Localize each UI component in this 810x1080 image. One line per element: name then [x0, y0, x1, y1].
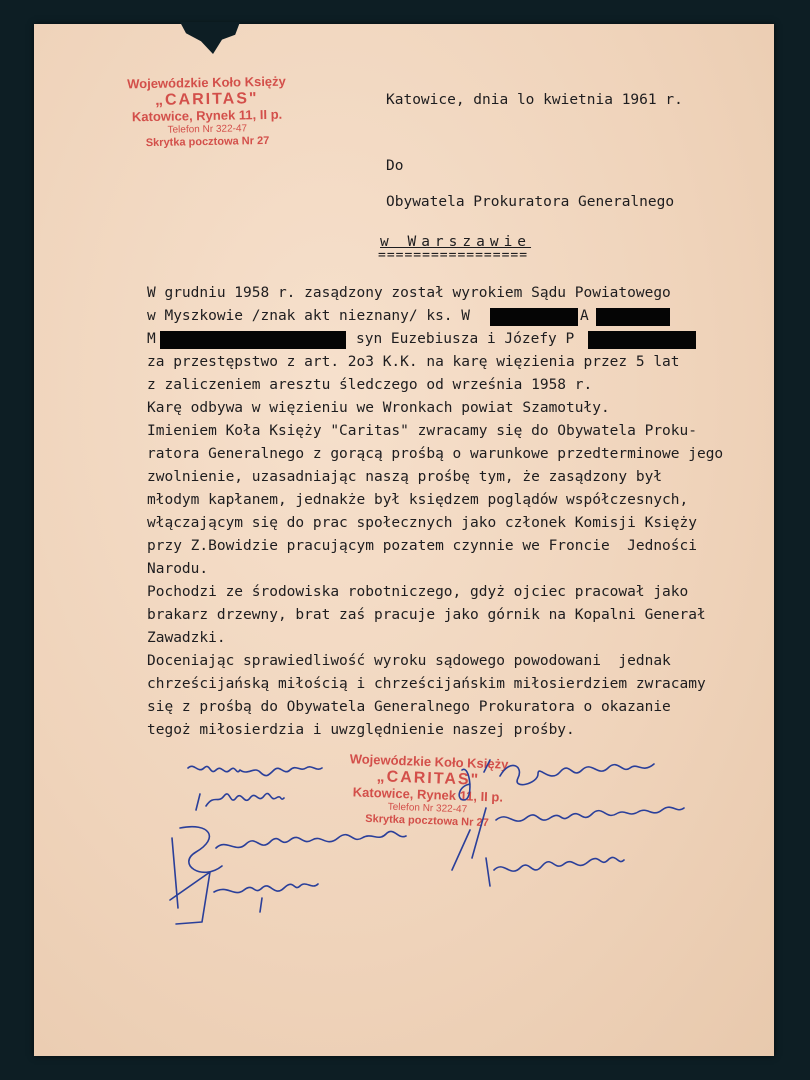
signature-1: [188, 766, 322, 775]
stamp-org-name: Wojewódzkie Koło Księży: [349, 751, 509, 772]
body-line: Zawadzki.: [147, 630, 226, 646]
stamp-org-name: Wojewódzkie Koło Księży: [127, 73, 286, 92]
redacted-fragment: syn Euzebiusza i Józefy P: [356, 331, 575, 347]
body-line: Doceniając sprawiedliwość wyroku sądowego powodowani jednak: [147, 653, 671, 669]
body-line: Karę odbywa w więzieniu we Wronkach powiat Szamotuły.: [147, 400, 610, 416]
body-line: tegoż miłosierdzia i uwzględnienie naszej prośby.: [147, 722, 575, 738]
signature-2: [196, 793, 284, 810]
stamp-pobox: Skrytka pocztowa Nr 27: [365, 812, 489, 829]
addressee-city: w Warszawie: [380, 234, 532, 250]
body-line: się z prośbą do Obywatela Generalnego Prokuratora o okazanie: [147, 699, 671, 715]
addressee-do: Do: [386, 158, 404, 174]
body-line: w Myszkowie /znak akt nieznany/ ks. W: [147, 308, 471, 324]
body-line: ratora Generalnego z gorącą prośbą o warunkowe przedterminowe jego: [147, 446, 724, 462]
body-line: przy Z.Bowidzie pracującym pozatem czynnie we Froncie Jedności: [147, 538, 697, 554]
signature-7: [486, 857, 624, 886]
body-line: Narodu.: [147, 561, 209, 577]
stamp-caritas: „CARITAS": [376, 768, 481, 789]
stamp-pobox: Skrytka pocztowa Nr 27: [145, 134, 270, 149]
body-line: za przestępstwo z art. 2o3 K.K. na karę więzienia przez 5 lat: [147, 354, 680, 370]
signature-4: [170, 872, 318, 924]
stamp-address: Katowice, Rynek 11, II p.: [131, 107, 283, 125]
stamp-caritas: „CARITAS": [154, 90, 259, 109]
body-line: młodym kapłanem, jednakże był księdzem poglądów współczesnych,: [147, 492, 689, 508]
stamp-address: Katowice, Rynek 11, II p.: [352, 784, 504, 805]
body-line: Pochodzi ze środowiska robotniczego, gdyż ojciec pracował jako: [147, 584, 689, 600]
stamp-phone: Telefon Nr 322-47: [167, 123, 248, 136]
body-line: chrześcijańską miłością i chrześcijańskim miłosierdziem zwracamy: [147, 676, 706, 692]
date-line: Katowice, dnia lo kwietnia 1961 r.: [386, 92, 683, 108]
stamp-phone: Telefon Nr 322-47: [387, 801, 468, 816]
body-line: M: [147, 331, 156, 347]
signature-3: [172, 827, 406, 908]
body-line: W grudniu 1958 r. zasądzony został wyrokiem Sądu Powiatowego: [147, 285, 671, 301]
body-line: zwolnienie, uzasadniając naszą prośbę tym, że zasądzony był: [147, 469, 663, 485]
signature-5: [459, 760, 654, 800]
redacted-fragment: A: [580, 308, 589, 324]
body-line: z zaliczeniem aresztu śledczego od września 1958 r.: [147, 377, 593, 393]
body-line: włączającym się do prac społecznych jako członek Komisji Księży: [147, 515, 697, 531]
city-double-underline: =================: [378, 248, 529, 263]
addressee-recipient: Obywatela Prokuratora Generalnego: [386, 194, 675, 210]
body-line: Imieniem Koła Księży "Caritas" zwracamy się do Obywatela Proku-: [147, 423, 697, 439]
body-line: brakarz drzewny, brat zaś pracuje jako górnik na Kopalni Generał: [147, 607, 706, 623]
